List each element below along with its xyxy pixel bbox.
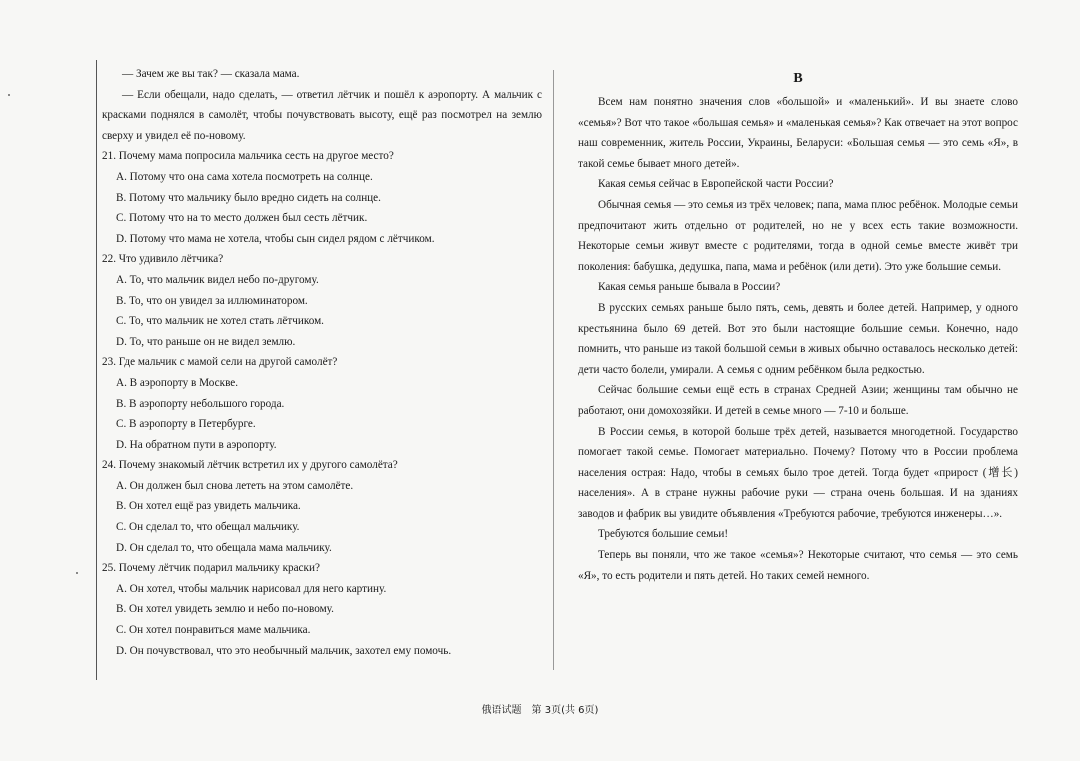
text-paragraph: В России семья, в которой больше трёх детей, называется многодетной. Государство помогает такой семье. Помогает материально. Почему? Потому что в России проблема населения острая: Надо, чтобы в семьях было трое детей. Тогда будет «прирост (增长) населения». А в стране нужны рабочие руки — страна очень большая. И на зданиях заводов и фабрик вы увидите объявления «Требуются рабочие, требуются инженеры…». [578,425,1018,520]
answer-option: B. Он хотел увидеть землю и небо по-новому. [116,603,334,616]
question-block [102,146,542,249]
answer-option: C. В аэропорту в Петербурге. [116,418,256,431]
story-paragraph: — Если обещали, надо сделать, — ответил лётчик и пошёл к аэропорту. А мальчик с красками поднялся в самолёт, чтобы почувствовать высоту, ещё раз посмотрел на землю сверху и увидел её по-новому. [102,88,542,142]
question-block [102,249,542,352]
answer-option: D. Он почувствовал, что это необычный мальчик, захотел ему помочь. [116,644,452,657]
text-paragraph: Теперь вы поняли, что же такое «семья»? Некоторые считают, что семья — это семь «Я», то есть родители и пять детей. Но таких семей немного. [578,549,1018,582]
text-paragraph: Какая семья раньше бывала в России? [598,281,781,294]
answer-option: B. Потому что мальчику было вредно сидеть на солнце. [116,191,381,204]
answer-option: D. На обратном пути в аэропорту. [116,438,277,451]
scan-speck [76,572,78,574]
question-text: 22. Что удивило лётчика? [102,253,224,266]
text-paragraph: Какая семья сейчас в Европейской части России? [598,178,834,191]
question-text: 23. Где мальчик с мамой сели на другой самолёт? [102,356,338,369]
question-text: 21. Почему мама попросила мальчика сесть на другое место? [102,150,394,163]
question-block [102,352,542,455]
answer-option: B. В аэропорту небольшого города. [116,397,285,410]
answer-option: C. Он сделал то, что обещал мальчику. [116,521,300,534]
answer-option: B. Он хотел ещё раз увидеть мальчика. [116,500,301,513]
text-paragraph: Обычная семья — это семья из трёх человек; папа, мама плюс ребёнок. Молодые семьи предпочитают жить отдельно от родителей, но не у всех есть такие возможности. Некоторые семьи живут вместе с родителями, тогда в одной семье вместе живёт три поколения: бабушка, дедушка, папа, мама и ребёнок (или дети). Это уже большие семьи. [578,198,1018,273]
text-paragraph: В русских семьях раньше было пять, семь, девять и более детей. Например, у одного крестьянина было 69 детей. Вот это были настоящие большие семьи. Конечно, надо помнить, что раньше из такой большой семьи в живых обычно оставалось несколько детей: дети часто болели, умирали. А семья с одним ребёнком была редкостью. [578,301,1018,376]
question-block [102,455,542,558]
text-paragraph: Всем нам понятно значения слов «большой» и «маленький». И вы знаете слово «семья»? Вот что такое «большая семья» и «маленькая семья»? Как отвечает на этот вопрос наш современник, житель России, Украины, Беларуси: «Большая семья — это семь «Я», в такой семье бывает много детей». [578,96,1018,170]
answer-option: D. Потому что мама не хотела, чтобы сын сидел рядом с лётчиком. [116,232,435,245]
question-text: 24. Почему знакомый лётчик встретил их у другого самолёта? [102,459,398,472]
answer-option: C. Потому что на то место должен был сесть лётчик. [116,212,368,225]
page-footer: 俄语试题 第 3页(共 6页) [481,705,599,716]
answer-option: D. То, что раньше он не видел землю. [116,335,296,348]
right-column [578,68,1018,586]
text-paragraph: Сейчас большие семьи ещё есть в странах Средней Азии; женщины там обычно не работают, они домохозяйки. И детей в семье много — 7-10 и больше. [578,384,1018,417]
answer-option: A. В аэропорту в Москве. [116,376,239,389]
answer-option: A. Он хотел, чтобы мальчик нарисовал для него картину. [116,582,387,595]
column-divider [553,70,554,670]
question-block [102,558,542,661]
answer-option: A. Потому что она сама хотела посмотреть на солнце. [116,170,373,183]
answer-option: B. То, что он увидел за иллюминатором. [116,294,308,307]
text-paragraph: Требуются большие семьи! [598,528,729,541]
scan-speck [8,94,10,96]
left-column [102,64,542,661]
story-paragraph: — Зачем же вы так? — сказала мама. [122,68,300,80]
question-text: 25. Почему лётчик подарил мальчику краски? [102,562,320,575]
answer-option: C. Он хотел понравиться маме мальчика. [116,624,311,637]
answer-option: D. Он сделал то, что обещала мама мальчику. [116,541,332,554]
margin-line [96,60,97,680]
section-title: B [793,71,803,86]
answer-option: A. Он должен был снова лететь на этом самолёте. [116,479,354,492]
answer-option: C. То, что мальчик не хотел стать лётчиком. [116,315,324,328]
answer-option: A. То, что мальчик видел небо по-другому. [116,273,319,286]
